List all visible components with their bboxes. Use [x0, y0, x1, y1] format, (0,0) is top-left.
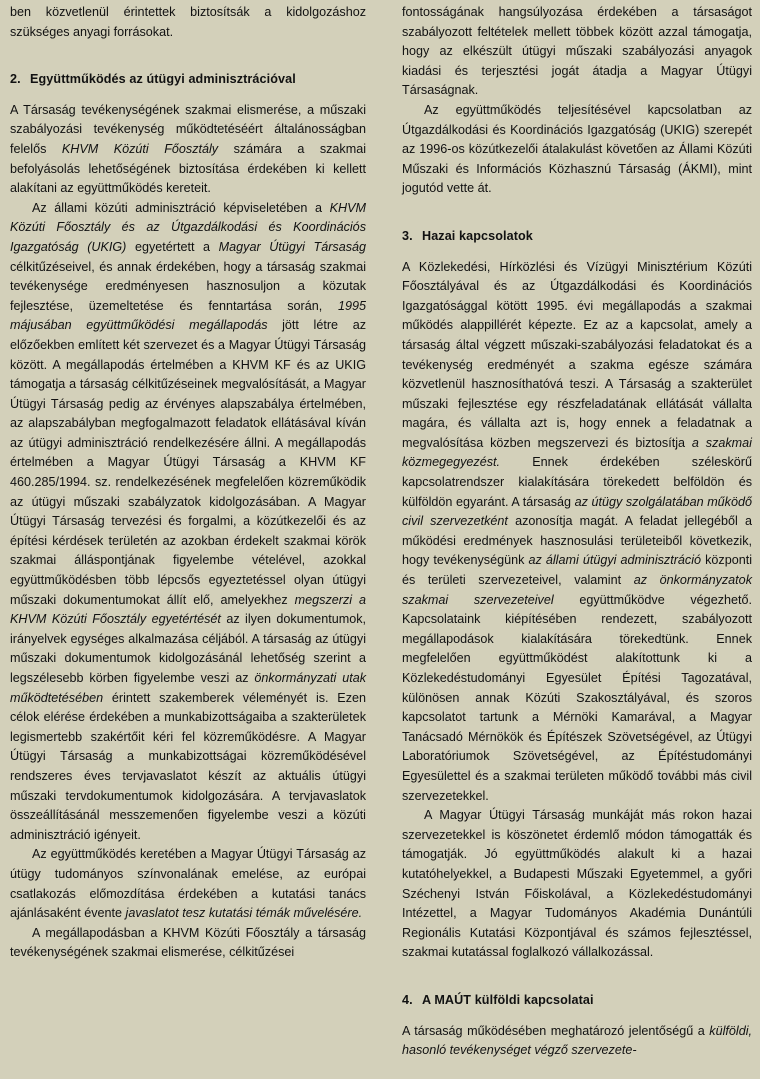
section-heading-3	[402, 227, 752, 247]
text-run: együttműködve végezhető. Kapcsolataink kiépítésében rendezett, szabályozott megállapodások kialakítására törekedtünk. Ennek megfelelően együttműködést alakítottunk ki a Közlekedéstudományi Egyesület Építési Tagozatával, különösen annak Közúti Szakosztályával, és szoros kapcsolatot tartunk a Mérnöki Kamarával, a Magyar Tanácsadó Mérnökök és Építészek Szövetségével, az Útügyi Laboratóriumok Szövetségével, az Építéstudományi Egyesülettel és a szakmai területen működő további más civil szervezetekkel.	[402, 592, 753, 803]
right-column	[402, 3, 752, 1061]
emphasis-text: a szakmai közmegegyezést.	[402, 435, 752, 470]
text-run: azonosítja magát. A feladat jellegéből a működési eredmények hasznosulási területeiből következik, hogy tevékenységünk	[402, 514, 753, 568]
paragraph: A Magyar Útügyi Társaság munkáját más rokon hazai szervezetekkel is köszönetet érdemlő módon támogatták és támogatják. Jó együttműködés alakult ki a hazai kutatóhelyekkel, a Budapesti Műszaki Egyetemmel, a győri Széchenyi István Főiskolával, a Közlekedéstudományi Intézettel, a Magyar Tudományos Akadémia Dunántúli Regionális Kutatási Központjával és számos fejlesztéssel, szakmai kutatással foglalkozó vállalkozással.	[402, 808, 752, 960]
emphasis-text: KHVM Közúti Főosztály	[61, 141, 219, 156]
section-title: Hazai kapcsolatok	[422, 228, 533, 243]
section-heading-4	[402, 991, 752, 1011]
text-run: Ennek érdekében széleskörű kapcsolatrendszer kialakítására törekedett belföldön és külföldön egyaránt. A társaság	[402, 455, 752, 509]
emphasis-text: javaslatot tesz kutatási témák művelésére.	[125, 906, 363, 921]
emphasis-text: az önkormányzatok szakmai szervezeteivel	[402, 573, 752, 607]
emphasis-text: Magyar Útügyi Társaság	[218, 239, 367, 254]
emphasis-text: külföldi, hasonló tevékenységet végző szervezete-	[402, 1023, 752, 1058]
text-run: A Társaság tevékenységének szakmai elismerése, a műszaki szabályozási tevékenység működtetéséért általánosságban felelős	[10, 102, 366, 156]
text-run: jött létre az előzőekben említett két szervezet és a Magyar Útügyi Társaság között. A megállapodás értelmében a KHVM KF és az UKIG támogatja a társaság célkitűzéseinek megvalósítását, a Magyar Útügyi Társaság pedig az érvényes alapszabálya értelmében, az alapszabályban megfogalmazott feladatok ellátásával kíván az útügyi adminisztráció rendelkezésére állni. A megállapodás értelmében a Magyar Útügyi Társaság a KHVM KF 460.285/1994. sz. rendelkezésének megfelelően közreműködik az útügyi műszaki szabályzatok kidolgozásában. A Magyar Útügyi Társaság tervezési és forgalmi, a közútkezelői és az építési kérdések területén az azokban érdekelt szakmai körök szakmai álláspontjának figyelembe vételével, azokkal együttműködésben több lépcsős egyeztetéssel olyan útügyi műszaki dokumentumokat állít elő, amelyekhez	[10, 318, 366, 607]
emphasis-text: az útügy szolgálatában működő civil szervezetként	[402, 494, 752, 529]
section-title: A MAÚT külföldi kapcsolatai	[422, 992, 594, 1007]
emphasis-text: önkormányzati utak működtetésében	[10, 671, 367, 705]
text-run: központi és területi szervezeteivel, valamint	[402, 553, 752, 588]
paragraph-continuation: ben közvetlenül érintettek biztosítsák a kidolgozáshoz szükséges anyagi forrásokat.	[10, 5, 366, 39]
emphasis-text: 1995 májusában együttműködési megállapodás	[10, 298, 366, 333]
paragraph: Az együttműködés teljesítésével kapcsolatban az Útgazdálkodási és Koordinációs Igazgatóság (UKIG) szerepét az 1996-os közútkezelői átalakulást követően az Állami Közúti Műszaki és Információs Közhasznú Társaság (ÁKMI), mint jogutód vette át.	[402, 102, 752, 196]
text-run: Az állami közúti adminisztráció képviseletében a	[32, 200, 330, 215]
emphasis-text: KHVM Közúti Főosztály és az Útgazdálkodási és Koordinációs Igazgatóság (UKIG)	[10, 200, 366, 254]
text-run: az ilyen dokumentumok, irányelvek egységes alkalmazása céljából. A társaság az útügyi műszaki dokumentumok kidolgozásánál lehetőség szerint a legszélesebb körben figyelembe veszi az	[10, 612, 366, 685]
paragraph	[402, 1022, 752, 1061]
paragraph-continuation: fontosságának hangsúlyozása érdekében a társaságot szabályozott feltételek mellett többek között azzal támogatja, hogy az elkészült útügyi műszaki szabályozási anyagok kiadási és terjesztési jogát átadja a Magyar Útügyi Társaságnak.	[402, 5, 752, 98]
section-number: 2.	[10, 72, 21, 87]
text-run: célkitűzéseivel, és annak érdekében, hogy a társaság szakmai tevékenysége eredményesen hasznosuljon a közutak fejlesztése, üzemeltetése és fenntartása során,	[10, 259, 366, 313]
text-run: érintett szakemberek véleményét is. Ezen célok elérése érdekében a munkabizottságaiba a szakterületek legismertebb szakértőit kéri fel közreműködésre. A Magyar Útügyi Társaság a munkabizottságai közreműködésével rendszeres éves tervjavaslatot készít az aktuális útügyi műszaki tervdokumentumok kidolgozására. A tervjavaslatok összeállításánál messzemenően figyelembe veszi a közúti adminisztráció igényeit.	[10, 690, 366, 842]
paragraph: A megállapodásban a KHVM Közúti Főosztály a társaság tevékenységének szakmai elismerése, célkitűzései	[10, 925, 366, 960]
text-run: A társaság működésében meghatározó jelentőségű a	[402, 1023, 710, 1038]
left-column	[10, 3, 366, 963]
text-run: egyetértett a	[126, 239, 219, 254]
section-number: 4.	[402, 992, 413, 1007]
section-number: 3.	[402, 228, 413, 243]
paragraph	[10, 101, 366, 199]
emphasis-text: az állami útügyi adminisztráció	[528, 553, 702, 568]
section-title: Együttműködés az útügyi adminisztrációval	[30, 72, 296, 87]
text-run: A Közlekedési, Hírközlési és Vízügyi Minisztérium Közúti Főosztályával és az Útgazdálkodási és Koordinációs Igazgatósággal kötött 1995. évi megállapodás a szakmai működés alappillérét képezte. Ez az a kapcsolat, amely a társaság által végzett műszaki-szabályozási feladatokat és a tevékenység eredményét a szakma egésze számára közvetlenül hasznosíthatóvá teszi. A Társaság a szakterület műszaki fejlesztése egy részfeladatának ellátását vállalta magára, és vállalta azt is, hogy ennek a feladatnak a megvalósítása közben megszervezi és biztosítja	[402, 259, 752, 450]
paragraph	[10, 199, 366, 846]
text-run: Az együttműködés keretében a Magyar Útügyi Társaság az útügy tudományos színvonalának emelése, az európai csatlakozás előmozdítása érdekében a kutatási tanács ajánlásaként évente	[10, 847, 366, 921]
section-heading-2	[10, 70, 366, 90]
paragraph	[10, 845, 366, 923]
text-run: számára a szakmai befolyásolás lehetőségének biztosítása érdekében ki kellett alakítani az együttműködés kereteit.	[10, 141, 367, 196]
emphasis-text: megszerzi a KHVM Közúti Főosztály egyetértését	[10, 592, 366, 627]
paragraph	[402, 258, 752, 807]
